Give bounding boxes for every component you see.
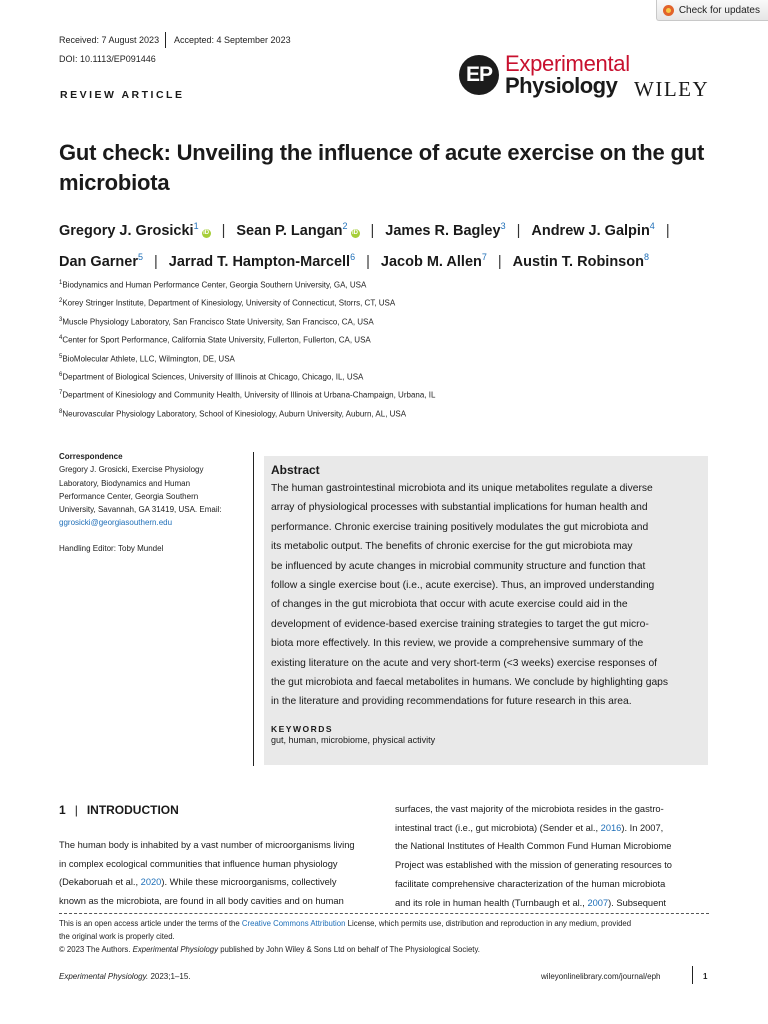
body-line: and its role in human health (Turnbaugh et al., 2007). Subsequent [395, 897, 667, 908]
body-line: the National Institutes of Health Common Fund Human Microbiome [395, 841, 672, 852]
citation-link[interactable]: 2016 [600, 822, 622, 833]
orcid-icon[interactable]: iD [203, 229, 210, 236]
author-name: Sean P. Langan [236, 222, 343, 239]
intro-right-column [395, 800, 708, 912]
license-note: This is an open access article under the terms of the Creative Commons Attribution License, which permits use, distribution and reproduction in any medium, provided the original work is properly cited. © 2023 The Authors. Experimental Physiology published by John Wiley & Sons Ltd on behalf of The Physiological Society. [59, 917, 719, 956]
abstract-line: follow a single exercise bout (i.e., acute exercise). Thus, an improved understanding [271, 580, 655, 592]
author-name: Jarrad T. Hampton-Marcell [168, 253, 351, 270]
keywords: gut, human, microbiome, physical activity [271, 734, 436, 745]
accepted-date: Accepted: 4 September 2023 [174, 35, 291, 45]
affiliation-ref[interactable]: 4 [649, 221, 655, 231]
journal-name-line2: Physiology [505, 73, 618, 98]
doi: DOI: 10.1113/EP091446 [59, 54, 156, 64]
author[interactable] [531, 223, 654, 239]
footnote-divider [59, 913, 709, 914]
author[interactable] [168, 251, 356, 270]
citation-footer: Experimental Physiology. 2023;1–15. [59, 972, 191, 981]
affiliation: $^7$Department of Kinesiology and Community Health, University of Illinois at Urbana-Champaign, Urbana, IL [59, 390, 436, 400]
abstract-line: in the literature and providing recommendations for future research in this area. [271, 696, 632, 708]
author-name: Gregory J. Grosicki [59, 222, 194, 239]
body-line: (Dekaboruah et al., 2020). While these microorganisms, collectively [59, 877, 337, 888]
section-heading: 1 | INTRODUCTION [59, 803, 179, 817]
affiliation: $^1$Biodynamics and Human Performance Center, Georgia Southern University, GA, USA [59, 280, 367, 290]
abstract-line: performance. Chronic exercise training positively modulates the gut microbiota and [271, 521, 649, 533]
article-title [59, 138, 719, 198]
abstract-line: its metabolic output. The benefits of chronic exercise for the gut microbiota may [271, 541, 633, 553]
affiliation-ref[interactable]: 5 [137, 251, 143, 262]
correspondence-line: Performance Center, Georgia Southern [59, 491, 199, 501]
abstract-heading: Abstract [271, 463, 320, 477]
author[interactable] [59, 223, 211, 239]
abstract-line: array of physiological processes with substantial implications for human health and [271, 502, 648, 514]
creative-commons-link[interactable]: Creative Commons Attribution [241, 919, 346, 928]
author-name: Andrew J. Galpin [531, 222, 650, 239]
abstract-line: existing literature on the acute and very short-term (<3 weeks) exercise responses of [271, 657, 658, 669]
journal-logo [459, 53, 630, 97]
title-line: microbiota [59, 170, 170, 195]
abstract-line: the gut microbiota and faecal metabolites in humans. We conclude by highlighting gaps [271, 677, 669, 689]
author-name: Dan Garner [59, 253, 138, 270]
affiliation-ref[interactable]: 3 [500, 221, 506, 231]
author[interactable] [380, 251, 487, 270]
citation-link[interactable]: 2020 [140, 877, 162, 888]
section-number: 1 [59, 803, 66, 817]
orcid-icon[interactable]: iD [352, 229, 359, 236]
author[interactable] [59, 251, 143, 270]
correspondence-line: Laboratory, Biodynamics and Human [59, 478, 191, 488]
received-date: Received: 7 August 2023 [59, 35, 160, 45]
affiliation: $^4$Center for Sport Performance, California State University, Fullerton, Fullerton, CA, USA [59, 335, 371, 345]
affiliation-ref[interactable]: 7 [481, 251, 487, 262]
author[interactable] [385, 223, 505, 239]
journal-name-line1: Experimental [505, 51, 630, 76]
affiliation: $^8$Neurovascular Physiology Laboratory, School of Kinesiology, Auburn University, Auburn, AL, USA [59, 408, 407, 419]
abstract-text [271, 479, 703, 712]
author-list [59, 213, 739, 275]
license-line: the original work is properly cited. [59, 932, 175, 941]
body-line: in complex ecological communities that influence human physiology [59, 858, 338, 869]
citation-link[interactable]: 2007 [587, 897, 609, 908]
author[interactable] [512, 251, 649, 270]
publisher-logo: WILEY [634, 77, 710, 101]
author[interactable] [236, 223, 359, 239]
author-row: Dan Garner$^5$ | Jarrad T. Hampton-Marcell$^6$ | Jacob M. Allen$^7$ | Austin T. Robinson$^8$ [59, 251, 649, 270]
body-line: Project was established with the mission of generating resources to [395, 860, 672, 871]
author-row: Gregory J. Grosicki$^1$iD | Sean P. Langan$^2$iD | James R. Bagley$^3$ | Andrew J. Galpin$^4$ | [59, 221, 670, 239]
title-line: Gut check: Unveiling the influence of acute exercise on the gut [59, 140, 705, 165]
affiliation-ref[interactable]: 1 [193, 221, 199, 231]
body-line: known as the microbiota, are found in all body cavities and on human [59, 896, 344, 907]
header-divider [165, 32, 166, 48]
handling-editor: Handling Editor: Toby Mundel [59, 543, 164, 553]
correspondence [59, 450, 249, 555]
intro-left-column [59, 836, 372, 911]
correspondence-line: Gregory J. Grosicki, Exercise Physiology [59, 465, 204, 475]
affiliation: $^3$Muscle Physiology Laboratory, San Francisco State University, San Francisco, CA, USA [59, 316, 374, 327]
ep-logo-icon: EP [459, 55, 499, 95]
affiliation: $^5$BioMolecular Athlete, LLC, Wilmington, DE, USA [59, 353, 235, 364]
article-type: REVIEW ARTICLE [60, 89, 185, 101]
affiliation: $^6$Department of Biological Sciences, University of Illinois at Chicago, Chicago, IL, USA [59, 371, 364, 382]
page-number: 1 [703, 972, 708, 981]
column-divider [253, 452, 254, 766]
footer-divider [692, 966, 693, 984]
abstract-box [264, 456, 708, 765]
affiliation-list [59, 280, 435, 427]
correspondence-heading: Correspondence [59, 452, 123, 461]
affiliation-ref[interactable]: 6 [350, 251, 356, 262]
abstract-line: be influenced by acute changes in microbial community structure and function that [271, 560, 646, 572]
correspondence-line: University, Savannah, GA 31419, USA. Email: [59, 505, 222, 515]
check-for-updates-button[interactable] [656, 0, 768, 21]
author-name: Jacob M. Allen [380, 253, 482, 270]
abstract-line: development of evidence-based exercise training strategies to target the gut micro- [271, 618, 649, 630]
email-link[interactable]: ggrosicki@georgiasouthern.edu [59, 518, 173, 528]
abstract-line: biota more effectively. In this review, we provide a comprehensive summary of the [271, 638, 644, 650]
journal-url-link[interactable]: wileyonlinelibrary.com/journal/eph [541, 972, 661, 981]
author-name: James R. Bagley [385, 222, 501, 239]
author-name: Austin T. Robinson [512, 253, 644, 270]
section-title: INTRODUCTION [86, 803, 179, 817]
check-for-updates-label: Check for updates [678, 4, 760, 16]
abstract-line: of changes in the gut microbiota that occur with acute exercise could aid in the [271, 599, 628, 611]
body-line: The human body is inhabited by a vast number of microorganisms living [59, 840, 355, 850]
keywords-heading: KEYWORDS [271, 723, 334, 734]
body-line: surfaces, the vast majority of the microbiota resides in the gastro- [395, 804, 664, 814]
abstract-line: The human gastrointestinal microbiota and its unique metabolites regulate a diverse [271, 483, 653, 494]
crossmark-icon [663, 5, 674, 16]
affiliation: $^2$Korey Stringer Institute, Department of Kinesiology, University of Connecticut, Storrs, CT, USA [59, 298, 396, 309]
body-line: facilitate comprehensive characterization of the human microbiota [395, 878, 666, 889]
body-line: intestinal tract (i.e., gut microbiota) (Sender et al., 2016). In 2007, [395, 822, 664, 833]
affiliation-ref[interactable]: 2 [342, 221, 348, 231]
affiliation-ref[interactable]: 8 [643, 251, 649, 262]
